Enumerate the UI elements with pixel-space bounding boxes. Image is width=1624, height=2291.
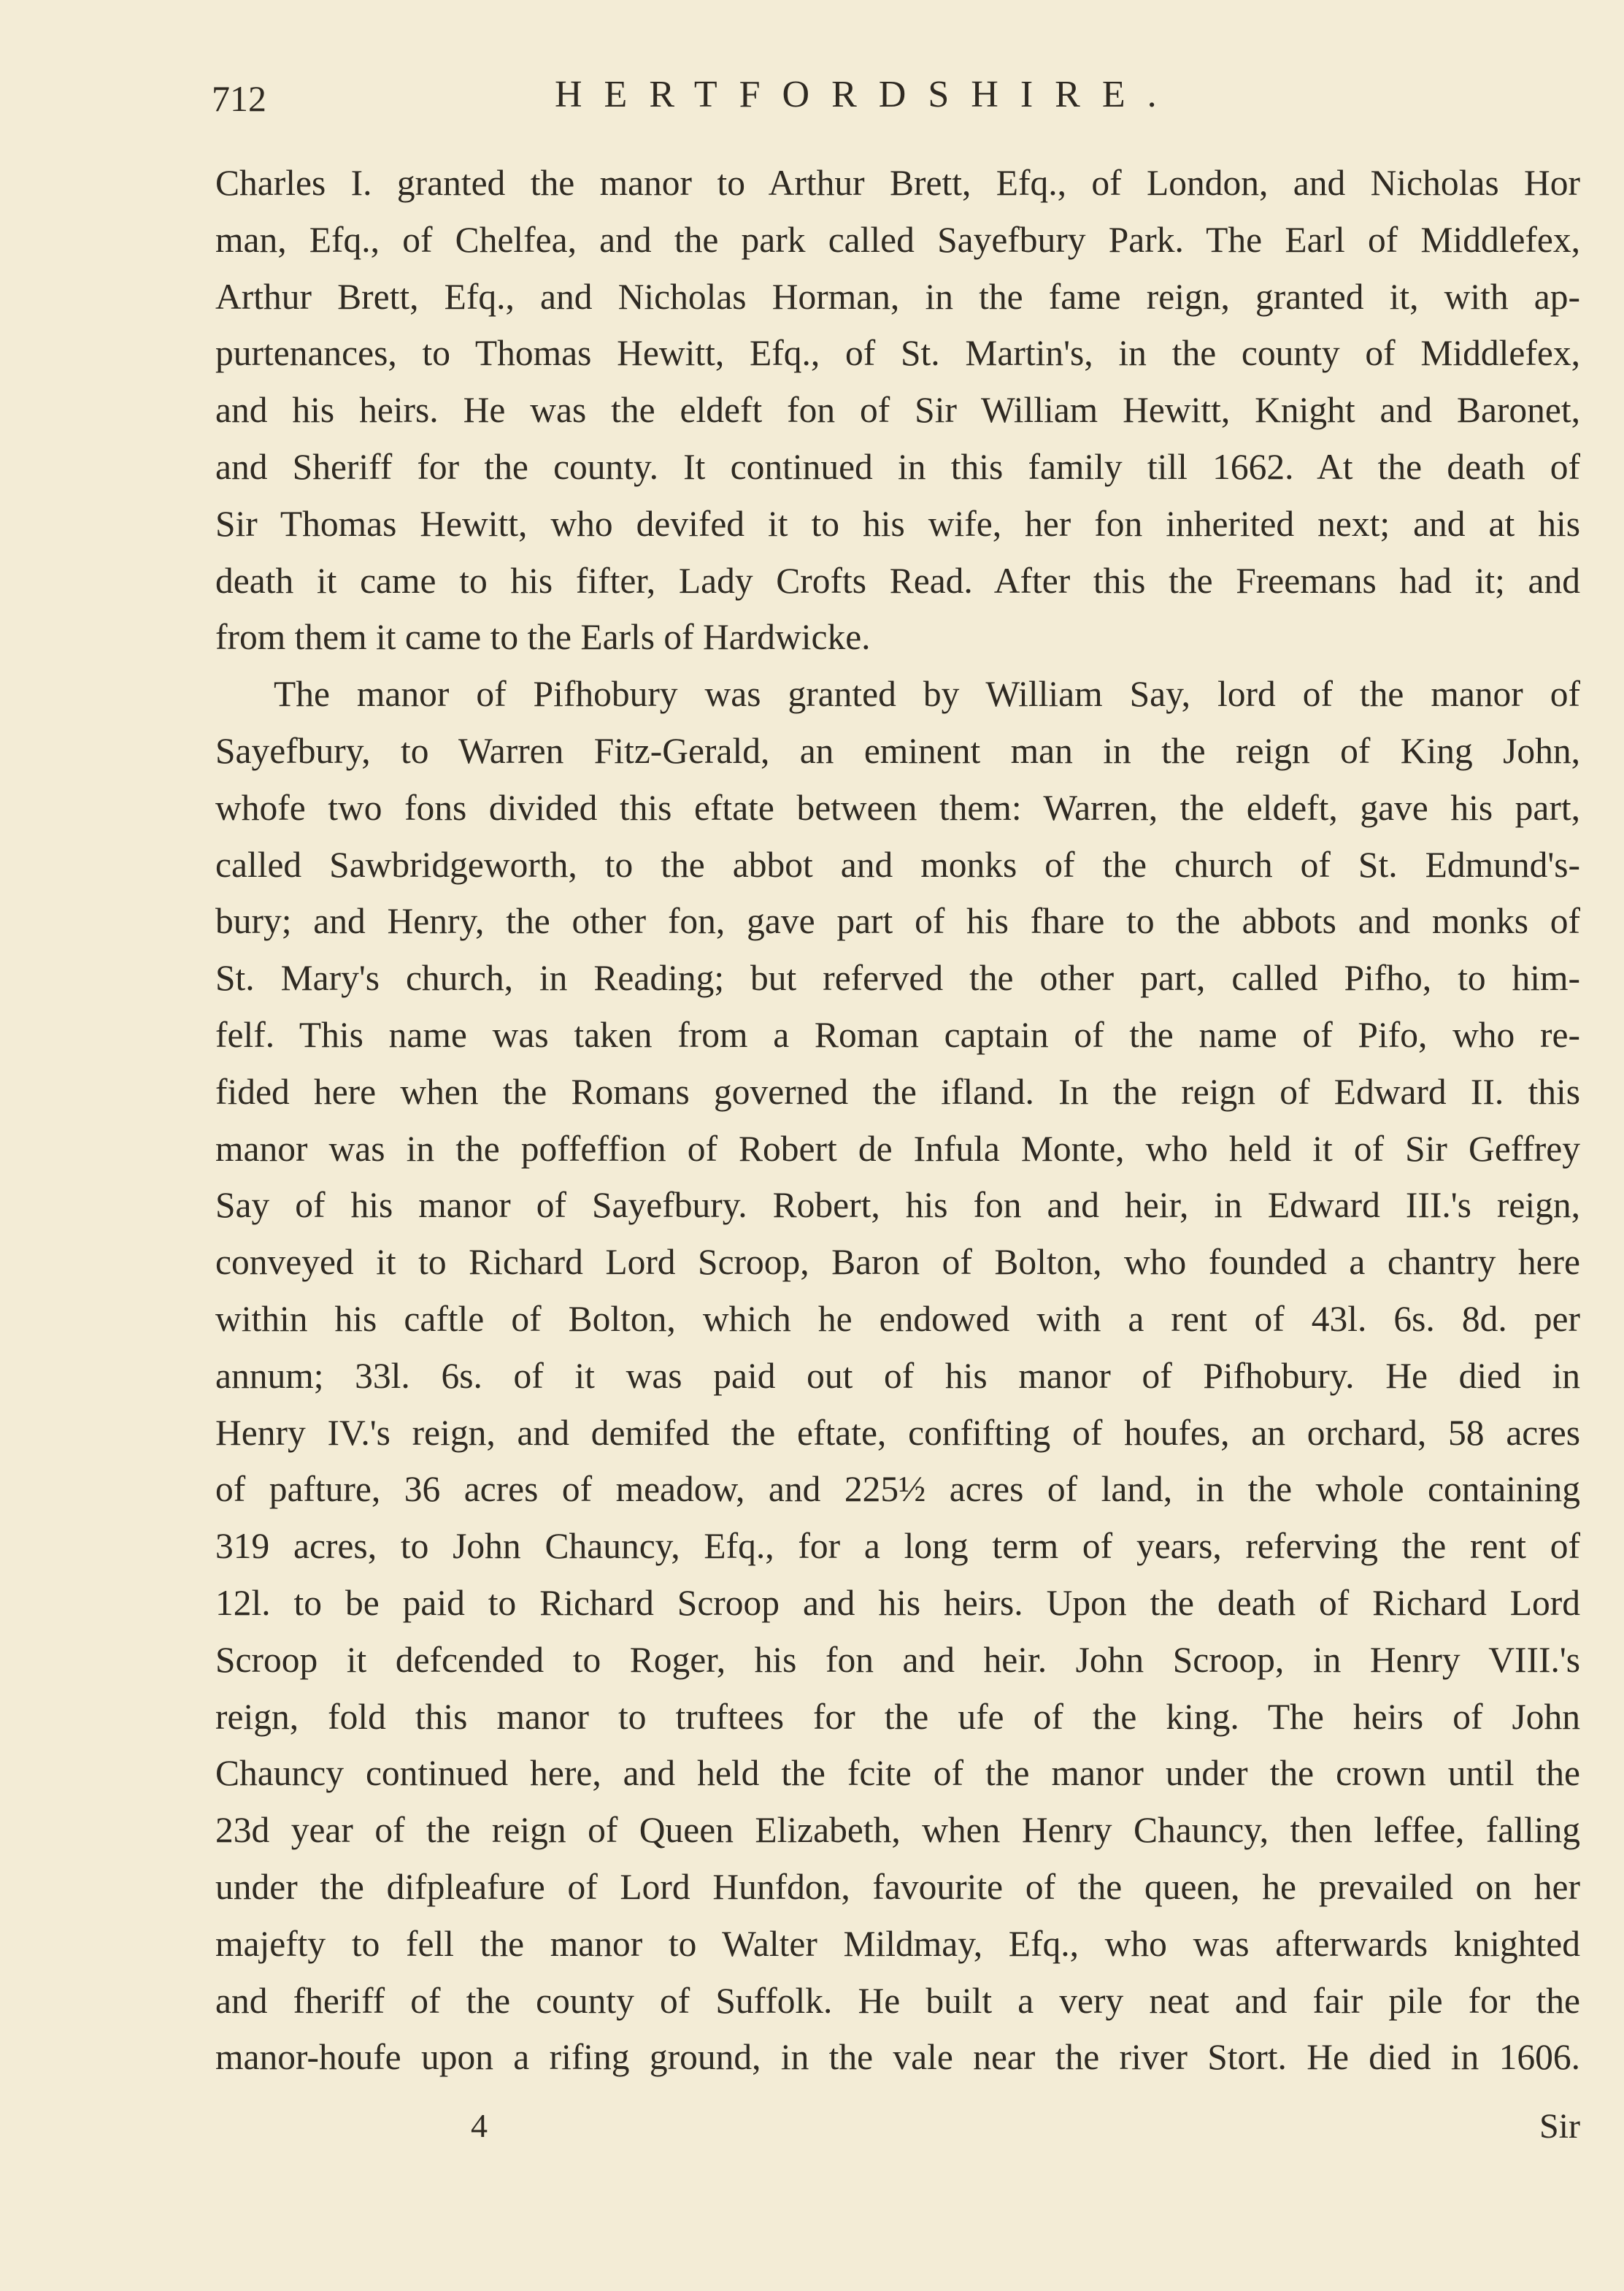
text-line: Sir Thomas Hewitt, who devifed it to his wife, her fon inherited next; and at his — [215, 503, 1580, 544]
page-footer — [215, 2106, 1580, 2165]
text-line: Sayefbury, to Warren Fitz-Gerald, an eminent man in the reign of King John, — [215, 730, 1580, 771]
text-line: whofe two fons divided this eftate between them: Warren, the eldeft, gave his part, — [215, 787, 1580, 828]
text-line: called Sawbridgeworth, to the abbot and monks of the church of St. Edmund's- — [215, 844, 1580, 885]
text-line: 12l. to be paid to Richard Scroop and his heirs. Upon the death of Richard Lord — [215, 1582, 1580, 1623]
text-line: and fheriff of the county of Suffolk. He built a very neat and fair pile for the — [215, 1980, 1580, 2021]
text-line: Scroop it defcended to Roger, his fon and heir. John Scroop, in Henry VIII.'s — [215, 1639, 1580, 1680]
text-line: and his heirs. He was the eldeft fon of Sir William Hewitt, Knight and Baronet, — [215, 390, 1580, 431]
running-head: HERTFORDSHIRE. — [555, 74, 1179, 115]
text-line: majefty to fell the manor to Walter Mildmay, Efq., who was afterwards knighted — [215, 1923, 1580, 1964]
text-line: 23d year of the reign of Queen Elizabeth, when Henry Chauncy, then leffee, falling — [215, 1810, 1580, 1851]
text-line: manor-houfe upon a rifing ground, in the vale near the river Stort. He died in 1606. — [215, 2037, 1580, 2078]
text-line: conveyed it to Richard Lord Scroop, Baron of Bolton, who founded a chantry here — [215, 1242, 1580, 1283]
page-number: 712 — [212, 78, 266, 119]
text-line: purtenances, to Thomas Hewitt, Efq., of St. Martin's, in the county of Middlefex, — [215, 333, 1580, 374]
text-line: Henry IV.'s reign, and demifed the eftate, confifting of houfes, an orchard, 58 acres — [215, 1412, 1580, 1453]
text-line: Chauncy continued here, and held the fcite of the manor under the crown until the — [215, 1753, 1580, 1794]
text-line: under the difpleafure of Lord Hunfdon, favourite of the queen, he prevailed on her — [215, 1866, 1580, 1907]
text-line: Charles I. granted the manor to Arthur Brett, Efq., of London, and Nicholas Hor — [215, 163, 1580, 203]
text-line: from them it came to the Earls of Hardwicke. — [215, 617, 871, 658]
catchword: Sir — [1539, 2107, 1580, 2146]
text-line: within his caftle of Bolton, which he endowed with a rent of 43l. 6s. 8d. per — [215, 1298, 1580, 1339]
text-line: fided here when the Romans governed the ifland. In the reign of Edward II. this — [215, 1071, 1580, 1112]
text-line: 319 acres, to John Chauncy, Efq., for a long term of years, referving the rent of — [215, 1526, 1580, 1567]
text-line: of pafture, 36 acres of meadow, and 225½ acres of land, in the whole containing — [215, 1469, 1580, 1510]
text-line: reign, fold this manor to truftees for the ufe of the king. The heirs of John — [215, 1696, 1580, 1737]
text-line: felf. This name was taken from a Roman captain of the name of Pifo, who re- — [215, 1014, 1580, 1055]
page-header — [212, 73, 1536, 131]
text-line: annum; 33l. 6s. of it was paid out of his manor of Pifhobury. He died in — [215, 1355, 1580, 1396]
text-line: manor was in the poffeffion of Robert de Infula Monte, who held it of Sir Geffrey — [215, 1128, 1580, 1169]
text-line: St. Mary's church, in Reading; but referved the other part, called Pifho, to him- — [215, 958, 1580, 999]
text-line: bury; and Henry, the other fon, gave part of his fhare to the abbots and monks of — [215, 901, 1580, 942]
signature-mark: 4 — [471, 2107, 488, 2144]
text-line: Say of his manor of Sayefbury. Robert, his fon and heir, in Edward III.'s reign, — [215, 1185, 1580, 1226]
text-line: death it came to his fifter, Lady Crofts Read. After this the Freemans had it; and — [215, 560, 1580, 601]
text-line: Arthur Brett, Efq., and Nicholas Horman, in the fame reign, granted it, with ap- — [215, 276, 1580, 317]
text-line: The manor of Pifhobury was granted by William Say, lord of the manor of — [274, 674, 1580, 715]
text-line: and Sheriff for the county. It continued in this family till 1662. At the death of — [215, 446, 1580, 487]
body-text — [215, 155, 1580, 2086]
text-line: man, Efq., of Chelfea, and the park called Sayefbury Park. The Earl of Middlefex, — [215, 219, 1580, 260]
